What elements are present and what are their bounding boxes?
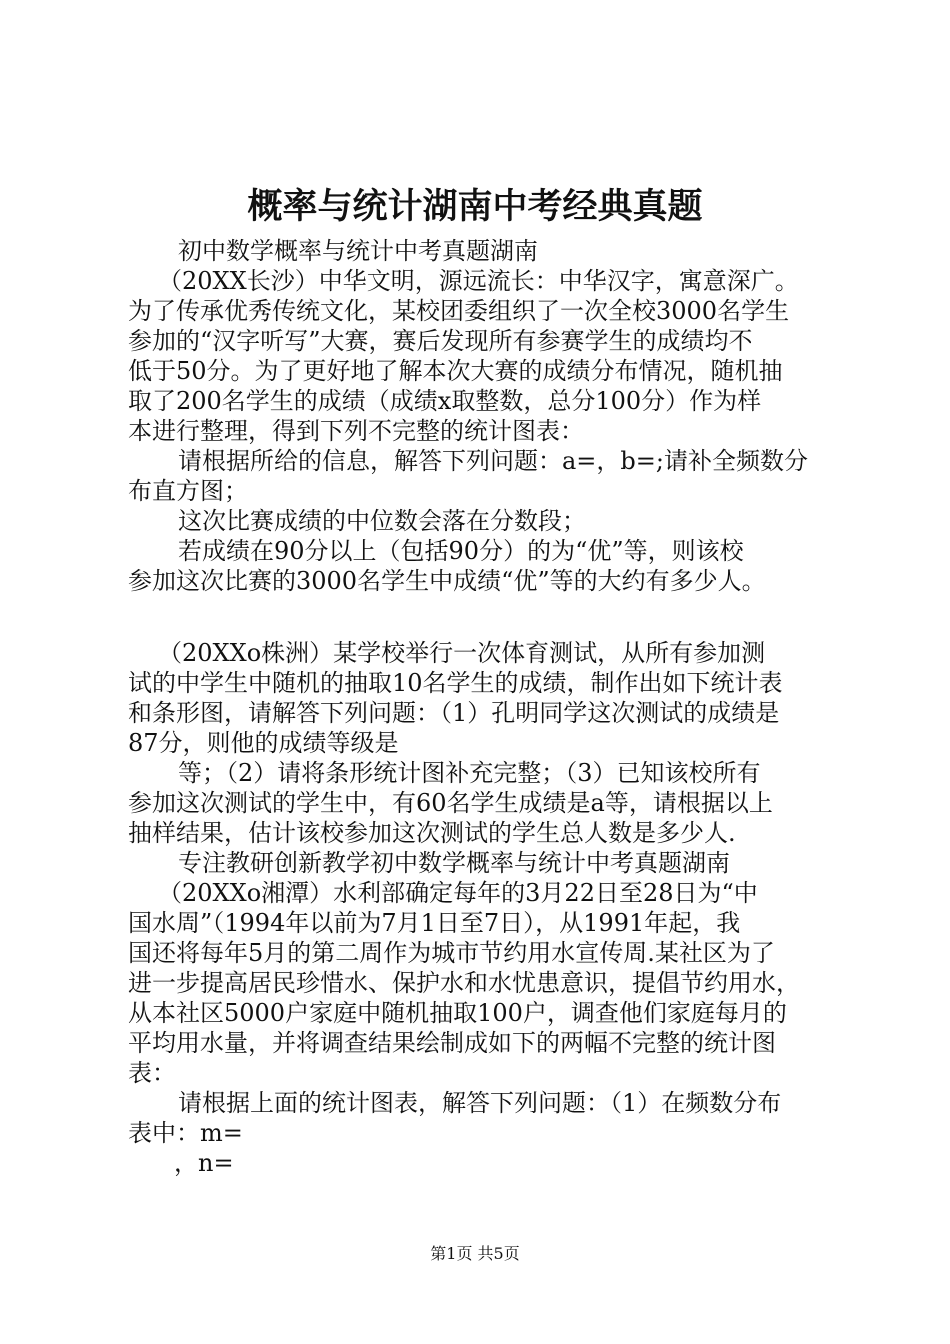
paragraph-line: 取了200名学生的成绩（成绩x取整数，总分100分）作为样 [128,387,762,415]
paragraph-line: 本进行整理，得到下列不完整的统计图表： [128,417,584,445]
paragraph-line: ，n= [174,1149,234,1177]
paragraph-line: 参加这次测试的学生中，有60名学生成绩是a等，请根据以上 [128,789,773,817]
paragraph-line: 参加这次比赛的3000名学生中成绩“优”等的大约有多少人。 [128,567,766,595]
subtitle-line: 初中数学概率与统计中考真题湖南 [178,237,538,265]
paragraph-line: 若成绩在90分以上（包括90分）的为“优”等，则该校 [178,537,744,565]
paragraph-line: 参加的“汉字听写”大赛，赛后发现所有参赛学生的成绩均不 [128,327,753,355]
paragraph-line: 低于50分。为了更好地了解本次大赛的成绩分布情况，随机抽 [128,357,783,385]
page-number-footer: 第1页 共5页 [430,1244,520,1263]
paragraph-line: 请根据上面的统计图表，解答下列问题：（1）在频数分布 [178,1089,782,1117]
paragraph-line: 从本社区5000户家庭中随机抽取100户，调查他们家庭每月的 [128,999,787,1027]
paragraph-line: 请根据所给的信息，解答下列问题：a=，b=;请补全频数分 [178,447,808,475]
document-body [128,236,834,1178]
paragraph-line: 布直方图； [128,477,248,505]
paragraph-line: 国水周”（1994年以前为7月1日至7日），从1991年起，我 [128,909,741,937]
paragraph-line: 表中：m= [128,1119,243,1147]
paragraph-line: 这次比赛成绩的中位数会落在分数段； [178,507,586,535]
paragraph-line: 平均用水量，并将调查结果绘制成如下的两幅不完整的统计图 [128,1029,776,1057]
paragraph-line: （20XX长沙）中华文明，源远流长：中华汉字，寓意深广。 [158,267,799,295]
document-title: 概率与统计湖南中考经典真题 [247,187,703,227]
paragraph-line: 进一步提高居民珍惜水、保护水和水忧患意识，提倡节约用水， [128,969,800,997]
paragraph-line: 和条形图，请解答下列问题：（1）孔明同学这次测试的成绩是 [128,699,780,727]
paragraph-line: （20XXo株洲）某学校举行一次体育测试，从所有参加测 [158,639,766,667]
paragraph-line: 抽样结果，估计该校参加这次测试的学生总人数是多少人. [128,819,736,847]
paragraph-line: 试的中学生中随机的抽取10名学生的成绩，制作出如下统计表 [128,669,783,697]
paragraph-line: 表： [128,1059,176,1087]
paragraph-line: 87分，则他的成绩等级是 [128,729,399,757]
paragraph-line: 专注教研创新教学初中数学概率与统计中考真题湖南 [178,849,730,877]
paragraph-line: 为了传承优秀传统文化，某校团委组织了一次全校3000名学生 [128,297,790,325]
paragraph-line: （20XXo湘潭）水利部确定每年的3月22日至28日为“中 [158,879,758,907]
paragraph-line: 国还将每年5月的第二周作为城市节约用水宣传周.某社区为了 [128,939,775,967]
paragraph-line: 等；（2）请将条形统计图补充完整；（3）已知该校所有 [178,759,761,787]
paragraph-gap [128,596,834,638]
